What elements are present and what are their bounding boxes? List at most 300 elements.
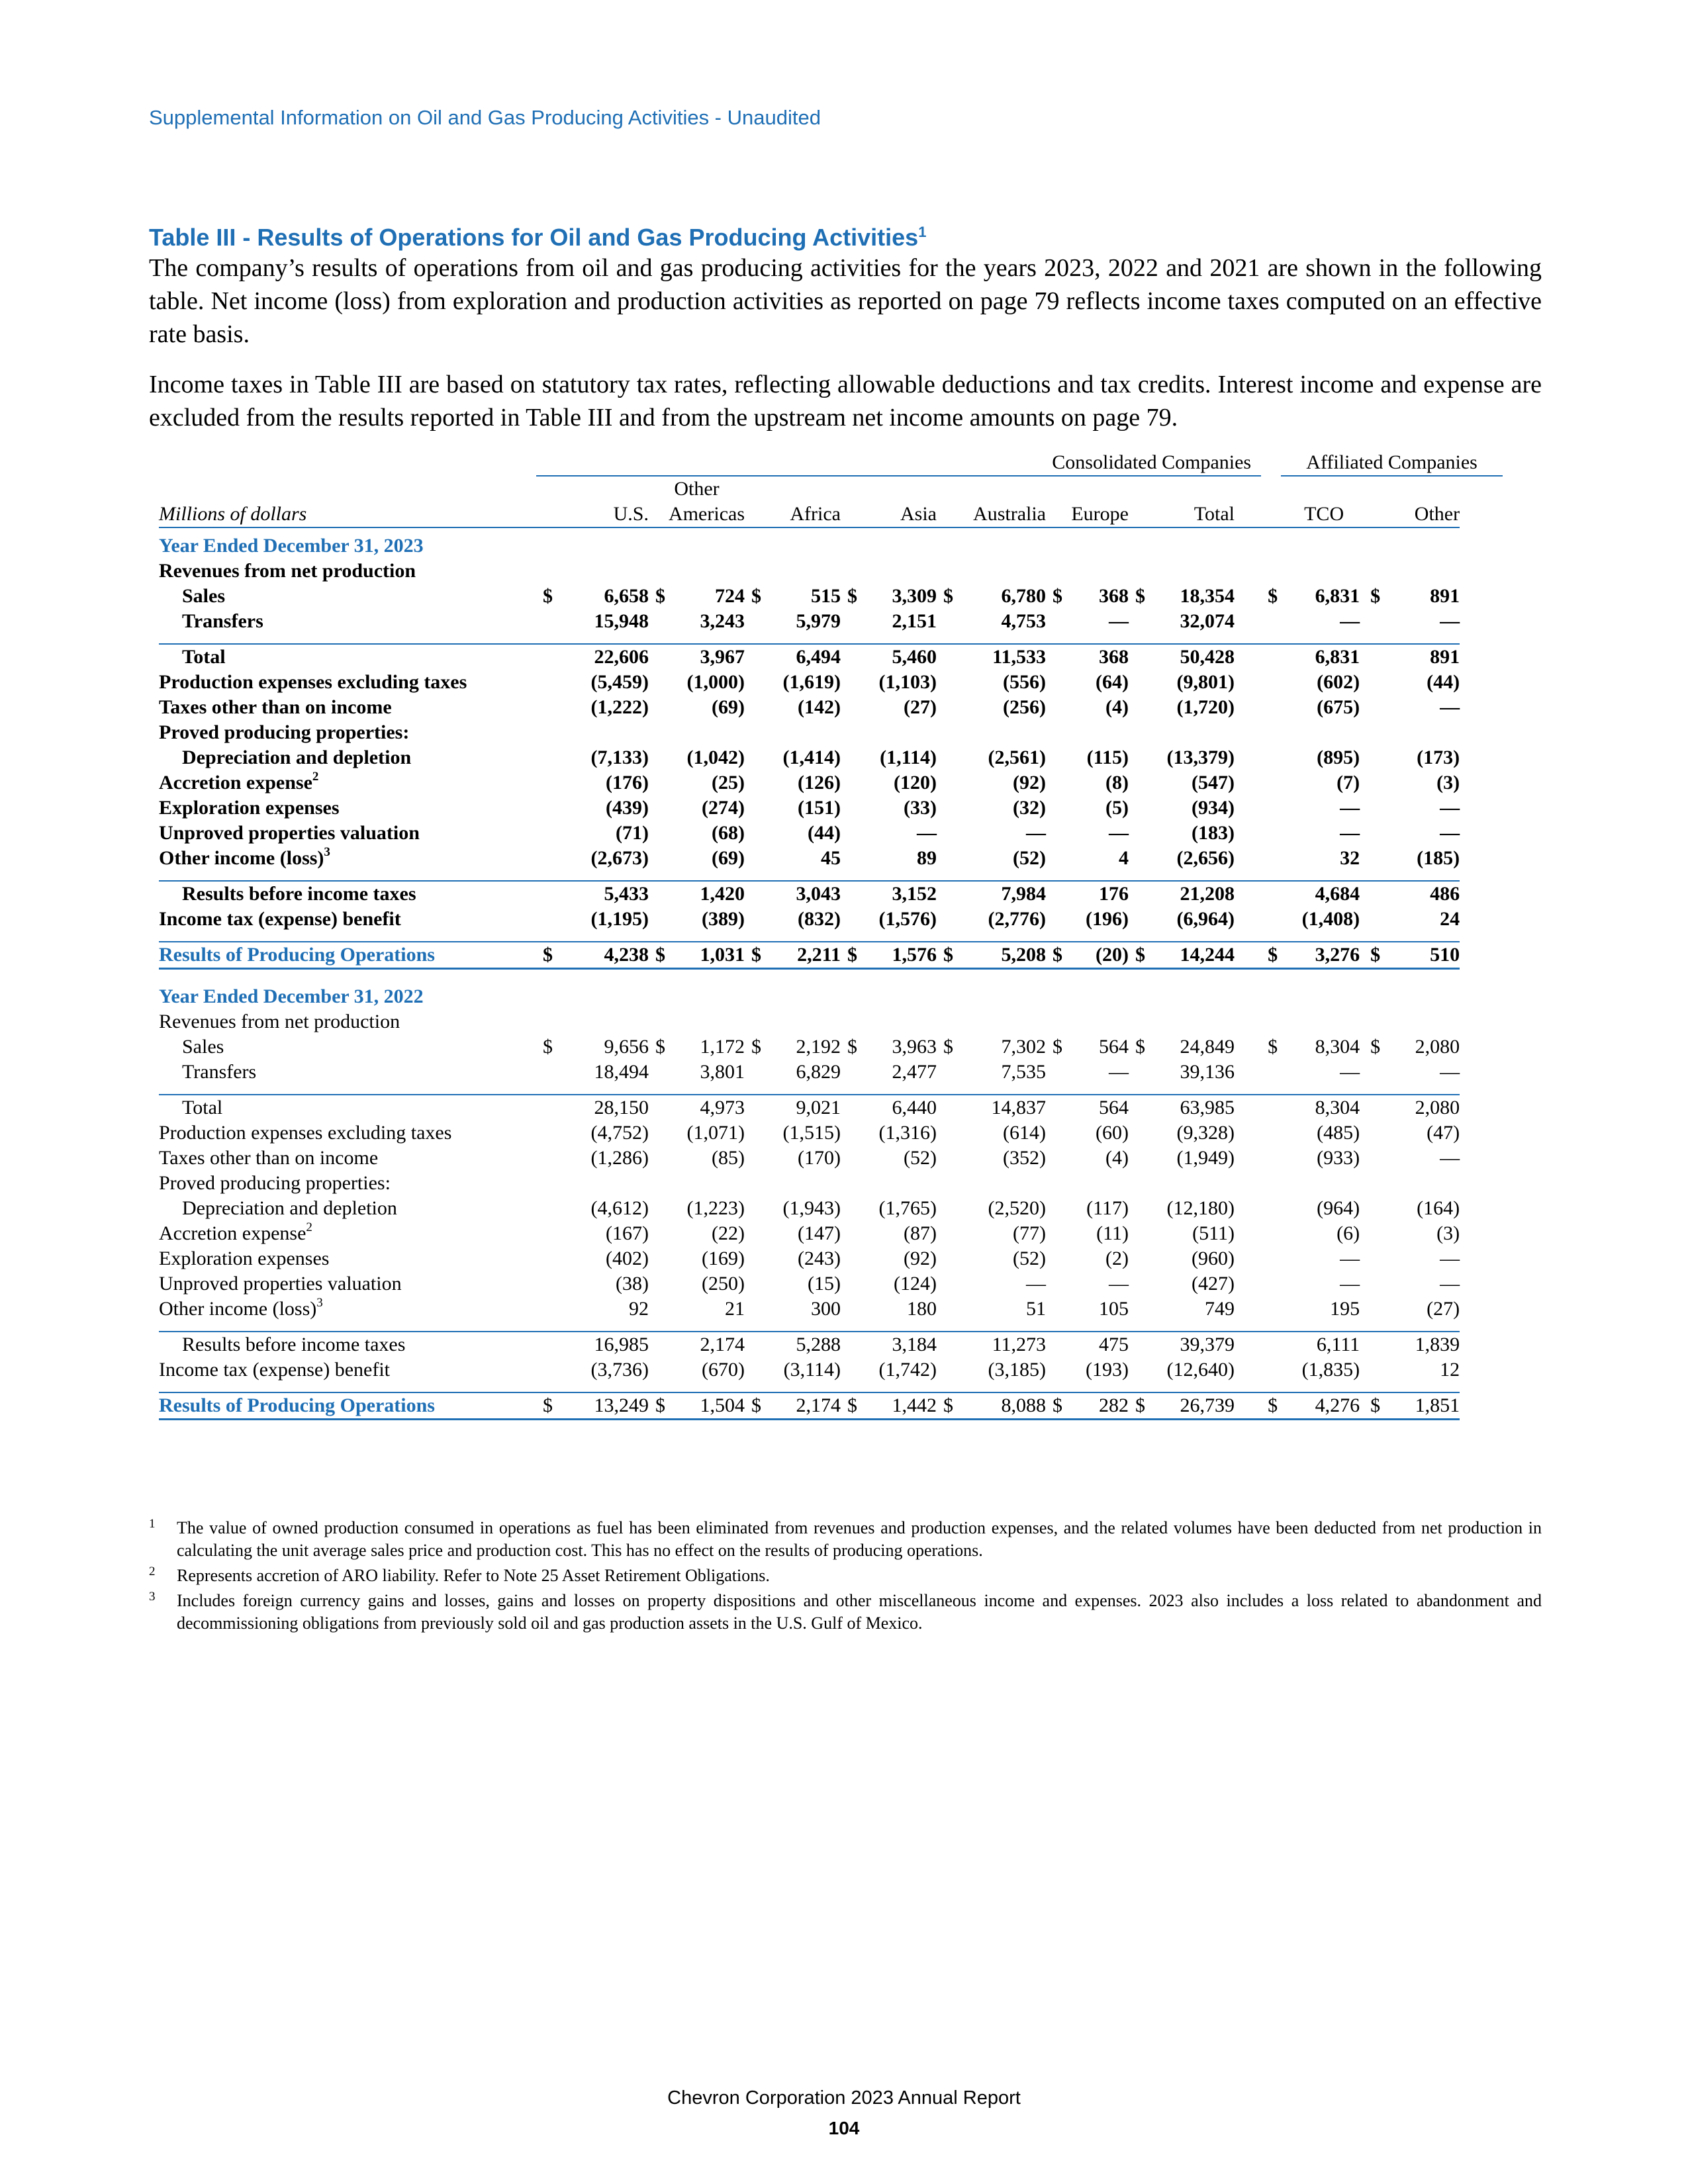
currency-symbol xyxy=(1129,609,1149,634)
currency-symbol xyxy=(1129,1332,1149,1357)
currency-symbol xyxy=(841,695,861,720)
col-header-other-americas-line2: Americas xyxy=(649,502,745,527)
currency-symbol xyxy=(1261,1221,1281,1246)
currency-symbol xyxy=(937,1095,957,1120)
results-of-operations-table xyxy=(159,450,1546,1420)
currency-symbol xyxy=(841,1246,861,1271)
table-title-text: Table III - Results of Operations for Oil and Gas Producing Activities xyxy=(149,224,919,251)
currency-symbol: $ xyxy=(937,1392,957,1420)
cell-value: (52) xyxy=(904,1147,937,1169)
currency-symbol xyxy=(937,695,957,720)
row-label-text: Results of Producing Operations xyxy=(159,1394,435,1416)
footnote-text: The value of owned production consumed in operations as fuel has been eliminated from revenues and production expenses, and the related volumes have been deducted from net production in calculating the unit average sales price and production cost. This has no effect on the results of producing operations. xyxy=(177,1518,1542,1560)
cell-value: — xyxy=(1440,1248,1460,1269)
cell-value: 15,948 xyxy=(594,610,649,632)
currency-symbol xyxy=(536,1271,556,1297)
currency-symbol xyxy=(1261,1246,1281,1271)
currency-symbol xyxy=(1261,770,1281,796)
cell-value: (15) xyxy=(808,1273,841,1295)
cell-value: 11,273 xyxy=(957,1332,1046,1357)
currency-symbol xyxy=(745,907,765,932)
cell-value: (32) xyxy=(1013,797,1046,819)
cell-value: (5) xyxy=(1105,797,1129,819)
currency-symbol xyxy=(841,1060,861,1085)
cell-value: 1,442 xyxy=(861,1392,937,1420)
cell-value: 9,656 xyxy=(604,1036,649,1058)
currency-symbol xyxy=(1129,1095,1149,1120)
currency-symbol xyxy=(841,670,861,695)
cell-value: (124) xyxy=(894,1273,937,1295)
table-row xyxy=(159,907,1546,932)
currency-symbol: $ xyxy=(1046,1392,1066,1420)
page-number: 104 xyxy=(828,2118,860,2138)
currency-symbol xyxy=(1261,745,1281,770)
cell-value: 1,420 xyxy=(669,881,745,907)
col-header-other-americas-line1: Other xyxy=(674,478,720,500)
row-label-text: Sales xyxy=(182,585,226,607)
currency-symbol xyxy=(536,796,556,821)
cell-value: 7,302 xyxy=(1001,1036,1046,1058)
cell-value: 8,088 xyxy=(957,1392,1046,1420)
table-row xyxy=(159,644,1546,670)
section-heading: Year Ended December 31, 2022 xyxy=(159,985,424,1007)
cell-value: 2,080 xyxy=(1415,1036,1460,1058)
footnotes xyxy=(149,1517,1542,1637)
cell-value: (12,180) xyxy=(1166,1197,1235,1219)
row-label-text: Total xyxy=(182,646,226,668)
currency-symbol xyxy=(1129,1060,1149,1085)
currency-symbol xyxy=(937,881,957,907)
cell-value: (52) xyxy=(1013,847,1046,869)
cell-value: (92) xyxy=(904,1248,937,1269)
currency-symbol: $ xyxy=(543,585,553,607)
table-row xyxy=(159,1095,1546,1120)
cell-value: 5,460 xyxy=(861,644,937,670)
cell-value: (1,103) xyxy=(878,671,937,693)
table-row xyxy=(159,1034,1546,1060)
row-label xyxy=(159,1297,536,1322)
currency-symbol xyxy=(649,1120,669,1146)
cell-value: 6,831 xyxy=(1315,585,1360,607)
row-label-text: Revenues from net production xyxy=(159,1011,400,1032)
cell-value: (4) xyxy=(1105,696,1129,718)
cell-value: (115) xyxy=(1086,747,1129,768)
currency-symbol xyxy=(649,770,669,796)
currency-symbol xyxy=(1129,796,1149,821)
currency-symbol xyxy=(745,1246,765,1271)
spacer-row xyxy=(159,871,1546,881)
cell-value: 105 xyxy=(1099,1298,1129,1320)
currency-symbol xyxy=(745,1196,765,1221)
row-label xyxy=(159,609,536,634)
col-header-tco: TCO xyxy=(1261,502,1364,527)
currency-symbol xyxy=(649,745,669,770)
currency-symbol xyxy=(841,644,861,670)
row-label-text: Sales xyxy=(182,1036,224,1058)
table-row xyxy=(159,1009,1546,1034)
currency-symbol: $ xyxy=(655,585,665,607)
row-label xyxy=(159,584,536,609)
row-label-text: Income tax (expense) benefit xyxy=(159,1359,390,1381)
currency-symbol xyxy=(841,1095,861,1120)
row-label-text: Proved producing properties: xyxy=(159,721,410,743)
cell-value: 3,243 xyxy=(700,610,745,632)
currency-symbol xyxy=(937,1196,957,1221)
table-row xyxy=(159,1332,1546,1357)
cell-value: 5,979 xyxy=(796,610,841,632)
currency-symbol xyxy=(536,1221,556,1246)
currency-symbol: $ xyxy=(1268,1036,1278,1058)
currency-symbol xyxy=(1364,644,1383,670)
cell-value: 891 xyxy=(1430,585,1460,607)
currency-symbol xyxy=(937,609,957,634)
currency-symbol xyxy=(1046,695,1066,720)
cell-value: 26,739 xyxy=(1149,1392,1235,1420)
currency-symbol xyxy=(745,1221,765,1246)
currency-symbol xyxy=(841,1221,861,1246)
currency-symbol: $ xyxy=(1364,942,1383,969)
cell-value: 3,309 xyxy=(892,585,937,607)
currency-symbol xyxy=(1046,1246,1066,1271)
cell-value: (64) xyxy=(1096,671,1129,693)
col-header-africa: Africa xyxy=(745,502,841,527)
cell-value: 7,984 xyxy=(957,881,1046,907)
cell-value: — xyxy=(1026,822,1046,844)
cell-value: 510 xyxy=(1383,942,1460,969)
currency-symbol xyxy=(536,695,556,720)
currency-symbol xyxy=(841,1332,861,1357)
cell-value: 18,354 xyxy=(1180,585,1235,607)
cell-value: (4,752) xyxy=(590,1122,649,1144)
footnote-ref: 3 xyxy=(316,1296,323,1310)
cell-value: — xyxy=(1440,696,1460,718)
cell-value: (933) xyxy=(1317,1147,1360,1169)
cell-value: (60) xyxy=(1096,1122,1129,1144)
row-label-text: Revenues from net production xyxy=(159,560,416,582)
row-label xyxy=(159,1146,536,1171)
cell-value: 4 xyxy=(1119,847,1129,869)
cell-value: (250) xyxy=(702,1273,745,1295)
cell-value: (2,673) xyxy=(590,847,649,869)
row-label xyxy=(159,1034,536,1060)
currency-symbol xyxy=(937,1146,957,1171)
currency-symbol xyxy=(1364,609,1383,634)
cell-value: (85) xyxy=(712,1147,745,1169)
currency-symbol xyxy=(745,745,765,770)
cell-value: 4,753 xyxy=(1001,610,1046,632)
cell-value: (670) xyxy=(702,1359,745,1381)
table-row xyxy=(159,770,1546,796)
row-label xyxy=(159,745,536,770)
cell-value: 6,780 xyxy=(1001,585,1046,607)
row-label xyxy=(159,559,536,584)
currency-symbol xyxy=(1129,695,1149,720)
table-row xyxy=(159,584,1546,609)
cell-value: (3) xyxy=(1436,1222,1460,1244)
currency-symbol xyxy=(536,1120,556,1146)
cell-value: (7,133) xyxy=(590,747,649,768)
cell-value: (33) xyxy=(904,797,937,819)
currency-symbol xyxy=(841,1271,861,1297)
cell-value: (274) xyxy=(702,797,745,819)
row-label xyxy=(159,1009,536,1034)
currency-symbol xyxy=(1261,1120,1281,1146)
cell-value: 21 xyxy=(725,1298,745,1320)
currency-symbol xyxy=(745,1060,765,1085)
currency-symbol: $ xyxy=(536,1392,556,1420)
currency-symbol xyxy=(841,745,861,770)
cell-value: (22) xyxy=(712,1222,745,1244)
cell-value: (25) xyxy=(712,772,745,794)
table-row xyxy=(159,1120,1546,1146)
currency-symbol: $ xyxy=(943,585,953,607)
currency-symbol xyxy=(1364,1332,1383,1357)
currency-symbol xyxy=(536,644,556,670)
cell-value: (8) xyxy=(1105,772,1129,794)
currency-symbol xyxy=(937,644,957,670)
cell-value: (832) xyxy=(798,908,841,930)
cell-value: (1,223) xyxy=(686,1197,745,1219)
cell-value: (2,520) xyxy=(988,1197,1046,1219)
cell-value: (4,612) xyxy=(590,1197,649,1219)
cell-value: (52) xyxy=(1013,1248,1046,1269)
cell-value: (120) xyxy=(894,772,937,794)
row-label xyxy=(159,1271,536,1297)
currency-symbol xyxy=(649,881,669,907)
row-label xyxy=(159,1120,536,1146)
currency-symbol: $ xyxy=(1370,585,1381,607)
table-row xyxy=(159,1146,1546,1171)
col-header-asia: Asia xyxy=(841,502,937,527)
currency-symbol xyxy=(1129,1196,1149,1221)
row-label-text: Transfers xyxy=(182,610,263,632)
table-row xyxy=(159,846,1546,871)
currency-symbol xyxy=(745,846,765,871)
currency-symbol xyxy=(1364,796,1383,821)
currency-symbol xyxy=(1046,796,1066,821)
cell-value: — xyxy=(1109,1061,1129,1083)
currency-symbol: $ xyxy=(1370,1036,1381,1058)
currency-symbol xyxy=(1364,881,1383,907)
cell-value: 1,576 xyxy=(861,942,937,969)
row-label-text: Results before income taxes xyxy=(182,1334,406,1355)
currency-symbol xyxy=(536,881,556,907)
cell-value: (170) xyxy=(798,1147,841,1169)
currency-symbol xyxy=(1129,1221,1149,1246)
cell-value: (1,943) xyxy=(782,1197,841,1219)
currency-symbol xyxy=(536,1146,556,1171)
currency-symbol xyxy=(937,745,957,770)
cell-value: 2,174 xyxy=(765,1392,841,1420)
currency-symbol xyxy=(1364,821,1383,846)
currency-symbol xyxy=(841,1120,861,1146)
currency-symbol xyxy=(1129,745,1149,770)
cell-value: (547) xyxy=(1192,772,1235,794)
cell-value: 21,208 xyxy=(1149,881,1235,907)
table-title-footnote-ref: 1 xyxy=(918,224,927,240)
cell-value: (3,114) xyxy=(783,1359,841,1381)
cell-value: 180 xyxy=(907,1298,937,1320)
cell-value: (44) xyxy=(1427,671,1460,693)
table-row xyxy=(159,821,1546,846)
cell-value: (3,185) xyxy=(988,1359,1046,1381)
cell-value: (69) xyxy=(712,847,745,869)
row-label xyxy=(159,1332,536,1357)
cell-value: (164) xyxy=(1417,1197,1460,1219)
currency-symbol xyxy=(649,695,669,720)
cell-value: (87) xyxy=(904,1222,937,1244)
currency-symbol xyxy=(536,1060,556,1085)
cell-value: (1,408) xyxy=(1301,908,1360,930)
currency-symbol xyxy=(937,846,957,871)
currency-symbol xyxy=(649,1357,669,1383)
table-title xyxy=(149,224,926,251)
table-row xyxy=(159,1392,1546,1420)
row-label-text: Results of Producing Operations xyxy=(159,944,435,966)
cell-value: (439) xyxy=(606,797,649,819)
footnote-1 xyxy=(149,1517,1542,1562)
cell-value: — xyxy=(1440,1273,1460,1295)
units-label: Millions of dollars xyxy=(159,502,536,527)
section-heading-row xyxy=(159,527,1546,559)
currency-symbol xyxy=(1129,670,1149,695)
table-row xyxy=(159,695,1546,720)
row-label-text: Unproved properties valuation xyxy=(159,822,420,844)
cell-value: 2,080 xyxy=(1383,1095,1460,1120)
cell-value: 5,288 xyxy=(765,1332,841,1357)
currency-symbol: $ xyxy=(649,942,669,969)
cell-value: (151) xyxy=(798,797,841,819)
footnote-text: Includes foreign currency gains and losses, gains and losses on property dispositions and other miscellaneous income and expenses. 2023 also includes a loss related to abandonment and decommissioning obligations from previously sold oil and gas production assets in the U.S. Gulf of Mexico. xyxy=(177,1591,1542,1633)
table-row xyxy=(159,1196,1546,1221)
cell-value: 3,967 xyxy=(669,644,745,670)
currency-symbol xyxy=(536,846,556,871)
cell-value: 12 xyxy=(1440,1359,1460,1381)
cell-value: 3,043 xyxy=(765,881,841,907)
cell-value: (1,835) xyxy=(1301,1359,1360,1381)
cell-value: (1,114) xyxy=(880,747,937,768)
cell-value: (256) xyxy=(1003,696,1046,718)
cell-value: 92 xyxy=(629,1298,649,1320)
currency-symbol xyxy=(1261,1095,1281,1120)
currency-symbol: $ xyxy=(1053,585,1062,607)
currency-symbol: $ xyxy=(536,942,556,969)
cell-value: 749 xyxy=(1205,1298,1235,1320)
currency-symbol xyxy=(937,796,957,821)
cell-value: 24 xyxy=(1440,908,1460,930)
currency-symbol xyxy=(1261,695,1281,720)
footnote-ref: 2 xyxy=(312,770,319,784)
cell-value: (1,576) xyxy=(878,908,937,930)
currency-symbol xyxy=(1129,1357,1149,1383)
cell-value: 6,829 xyxy=(796,1061,841,1083)
currency-symbol: $ xyxy=(1364,1392,1383,1420)
cell-value: 486 xyxy=(1383,881,1460,907)
row-label-text: Depreciation and depletion xyxy=(182,747,412,768)
row-label xyxy=(159,1171,536,1196)
cell-value: (614) xyxy=(1003,1122,1046,1144)
cell-value: 1,031 xyxy=(669,942,745,969)
currency-symbol xyxy=(841,821,861,846)
currency-symbol xyxy=(841,846,861,871)
cell-value: (147) xyxy=(798,1222,841,1244)
row-label-text: Other income (loss) xyxy=(159,1298,317,1320)
cell-value: (485) xyxy=(1317,1122,1360,1144)
currency-symbol xyxy=(1261,1060,1281,1085)
footnote-number: 3 xyxy=(149,1590,156,1604)
cell-value: 300 xyxy=(811,1298,841,1320)
cell-value: (185) xyxy=(1417,847,1460,869)
cell-value: (27) xyxy=(1427,1298,1460,1320)
currency-symbol xyxy=(1046,881,1066,907)
currency-symbol xyxy=(841,907,861,932)
currency-symbol xyxy=(745,609,765,634)
currency-symbol xyxy=(1129,846,1149,871)
currency-symbol xyxy=(1261,1146,1281,1171)
cell-value: — xyxy=(1340,797,1360,819)
col-header-australia: Australia xyxy=(937,502,1046,527)
cell-value: (176) xyxy=(606,772,649,794)
row-label-text: Other income (loss) xyxy=(159,847,324,869)
cell-value: (117) xyxy=(1086,1197,1129,1219)
cell-value: 51 xyxy=(1026,1298,1046,1320)
cell-value: (1,042) xyxy=(686,747,745,768)
currency-symbol xyxy=(536,670,556,695)
currency-symbol xyxy=(536,770,556,796)
currency-symbol xyxy=(1046,1095,1066,1120)
row-label-text: Taxes other than on income xyxy=(159,1147,379,1169)
row-label-text: Results before income taxes xyxy=(182,883,416,905)
currency-symbol xyxy=(536,1246,556,1271)
cell-value: 6,658 xyxy=(604,585,649,607)
table-row xyxy=(159,720,1546,745)
currency-symbol xyxy=(1046,1221,1066,1246)
cell-value: — xyxy=(1340,1248,1360,1269)
cell-value: 5,208 xyxy=(957,942,1046,969)
cell-value: 1,172 xyxy=(700,1036,745,1058)
cell-value: (895) xyxy=(1317,747,1360,768)
currency-symbol xyxy=(536,1095,556,1120)
currency-symbol: $ xyxy=(751,585,761,607)
currency-symbol xyxy=(536,907,556,932)
cell-value: (92) xyxy=(1013,772,1046,794)
currency-symbol xyxy=(649,846,669,871)
cell-value: (173) xyxy=(1417,747,1460,768)
currency-symbol xyxy=(649,1196,669,1221)
currency-symbol: $ xyxy=(1135,1036,1145,1058)
currency-symbol: $ xyxy=(751,1036,761,1058)
cell-value: 32,074 xyxy=(1180,610,1235,632)
cell-value: — xyxy=(1440,610,1460,632)
cell-value: (142) xyxy=(798,696,841,718)
row-label xyxy=(159,1246,536,1271)
currency-symbol xyxy=(937,1332,957,1357)
currency-symbol xyxy=(1046,609,1066,634)
cell-value: 22,606 xyxy=(556,644,649,670)
column-header-row-1 xyxy=(159,476,1546,502)
cell-value: 39,379 xyxy=(1149,1332,1235,1357)
currency-symbol xyxy=(1046,1196,1066,1221)
cell-value: 8,304 xyxy=(1281,1095,1364,1120)
cell-value: — xyxy=(1026,1273,1046,1295)
currency-symbol xyxy=(937,1221,957,1246)
row-label xyxy=(159,1221,536,1246)
currency-symbol xyxy=(1129,1146,1149,1171)
section-heading: Year Ended December 31, 2023 xyxy=(159,535,424,557)
spacer-row xyxy=(159,1085,1546,1095)
cell-value: (4) xyxy=(1105,1147,1129,1169)
cell-value: (1,000) xyxy=(686,671,745,693)
